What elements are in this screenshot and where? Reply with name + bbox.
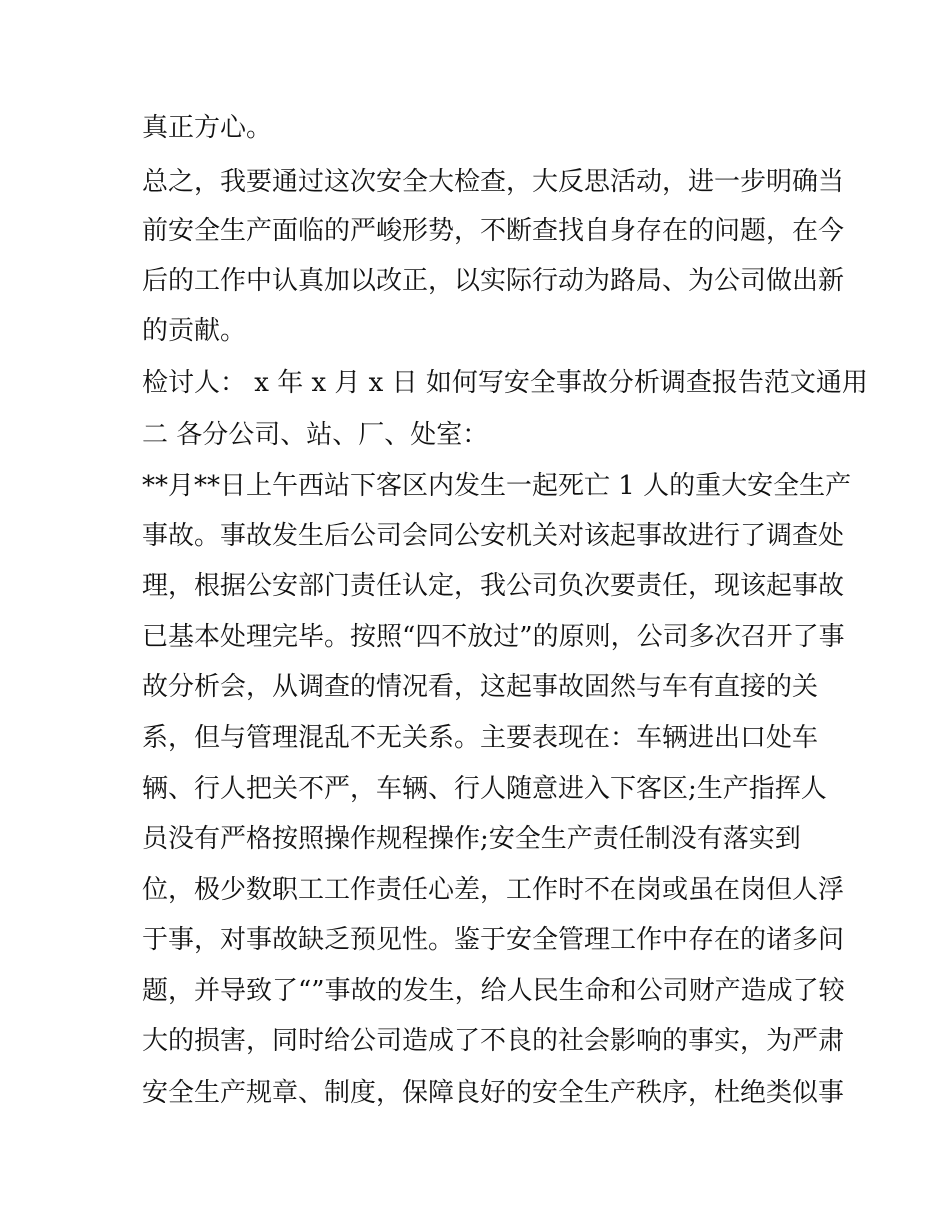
text-line: 员没有严格按照操作规程操作;安全生产责任制没有落实到 — [142, 824, 801, 854]
text-line: 于事，对事故缺乏预见性。鉴于安全管理工作中存在的诸多问 — [142, 925, 845, 955]
text-line: 辆、行人把关不严，车辆、行人随意进入下客区;生产指挥人 — [142, 774, 827, 804]
text-line: 二 各分公司、站、厂、处室： — [142, 420, 489, 450]
text-line: 总之，我要通过这次安全大检查，大反思活动，进一步明确当 — [142, 167, 845, 197]
text-line: 后的工作中认真加以改正，以实际行动为路局、为公司做出新 — [142, 266, 845, 296]
text-line: **月**日上午西站下客区内发生一起死亡 1 人的重大安全生产 — [142, 471, 852, 501]
text-line: 已基本处理完毕。按照“四不放过”的原则，公司多次召开了事 — [142, 622, 845, 652]
text-line: 真正方心。 — [142, 113, 273, 143]
text-line: 题，并导致了“”事故的发生，给人民生命和公司财产造成了较 — [142, 976, 845, 1006]
text-line: 大的损害，同时给公司造成了不良的社会影响的事实，为严肃 — [142, 1026, 845, 1056]
text-line: 位，极少数职工工作责任心差，工作时不在岗或虽在岗但人浮 — [142, 875, 845, 905]
text-line: 事故。事故发生后公司会同公安机关对该起事故进行了调查处 — [142, 521, 845, 551]
text-line: 检讨人： x 年 x 月 x 日 如何写安全事故分析调查报告范文通用 — [142, 368, 868, 398]
text-line: 故分析会，从调查的情况看，这起事故固然与车有直接的关 — [142, 672, 819, 702]
text-line: 系，但与管理混乱不无关系。主要表现在：车辆进出口处车 — [142, 723, 819, 753]
text-line: 理，根据公安部门责任认定，我公司负次要责任，现该起事故 — [142, 571, 845, 601]
text-line: 前安全生产面临的严峻形势，不断查找自身存在的问题，在今 — [142, 216, 845, 246]
text-line: 安全生产规章、制度，保障良好的安全生产秩序，杜绝类似事 — [142, 1078, 845, 1108]
text-line: 的贡献。 — [142, 316, 247, 346]
